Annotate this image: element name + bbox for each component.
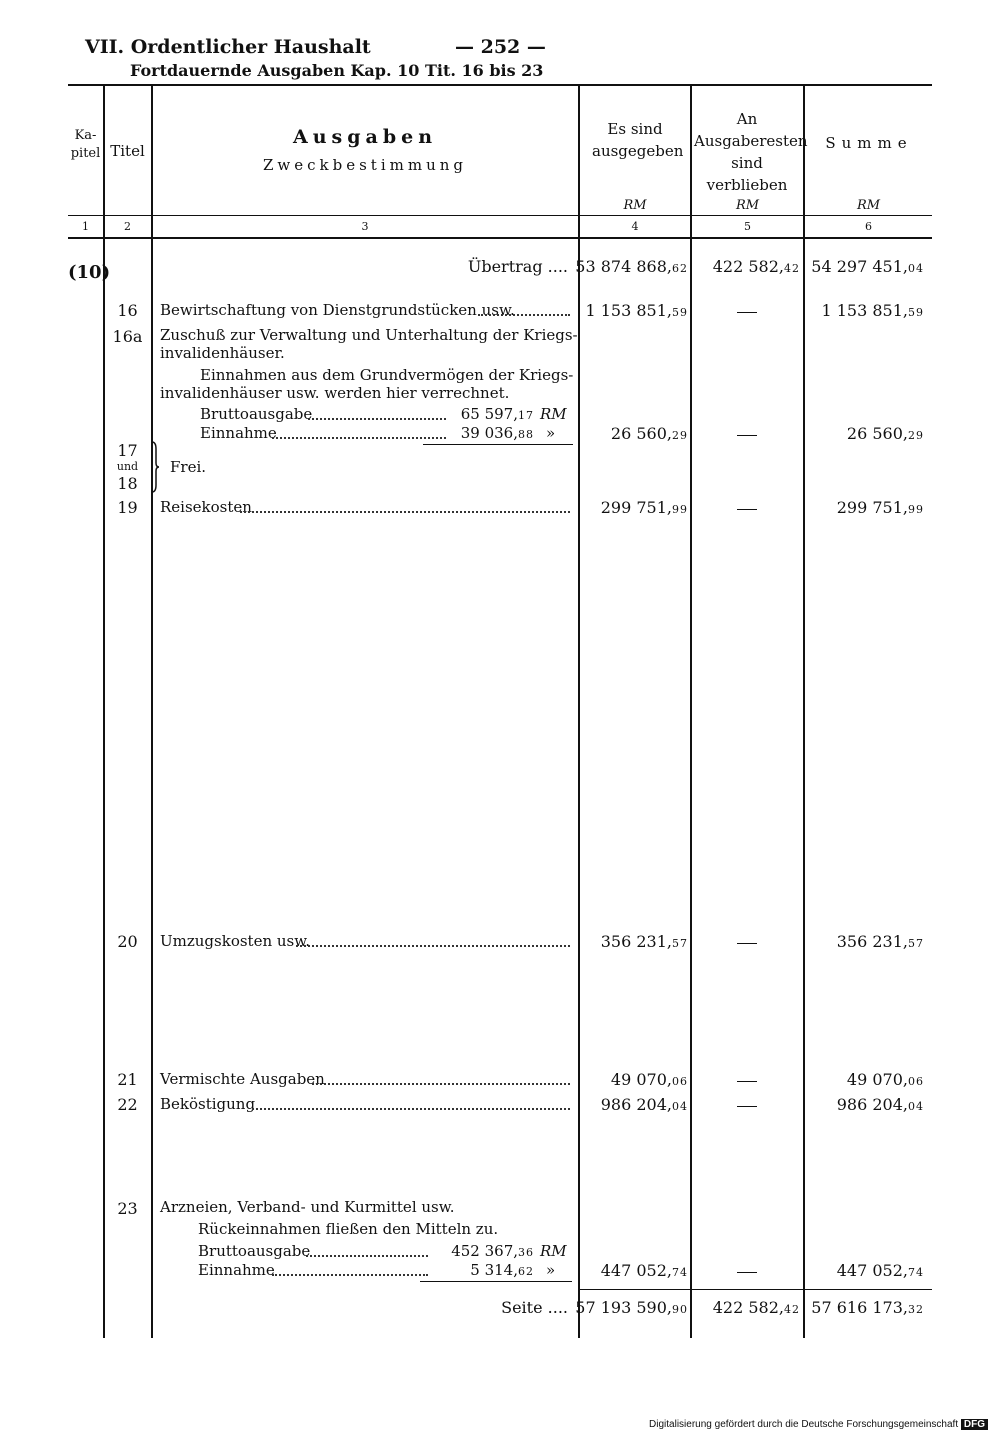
einnahme-value: 5 314,62 <box>470 1261 534 1279</box>
col-divider-5 <box>803 84 805 1338</box>
titel-number: 17 <box>117 441 138 460</box>
row-text: Reisekosten <box>160 498 252 516</box>
col-divider-2 <box>151 84 153 1338</box>
uebertrag-reste: 422 582,42 <box>712 257 800 276</box>
row-text: Arzneien, Verband- und Kurmittel usw. <box>160 1198 455 1216</box>
col-number: 2 <box>124 220 131 233</box>
leader-dots <box>478 314 570 316</box>
titel-number: 23 <box>117 1199 138 1218</box>
row-ausgegeben: 447 052,74 <box>600 1261 688 1280</box>
row-text: Rückeinnahmen fließen den Mitteln zu. <box>198 1220 499 1238</box>
subtotal-rule <box>423 444 573 445</box>
leader-dots <box>296 945 570 947</box>
row-reste-dash <box>737 435 757 436</box>
einnahme-unit: » <box>546 1261 556 1279</box>
col-number: 1 <box>82 220 89 233</box>
row-summe: 49 070,06 <box>846 1070 924 1089</box>
col-number: 5 <box>744 220 751 233</box>
col-number: 4 <box>631 220 639 233</box>
col-head-zweck: Zweckbestimmung <box>262 156 467 174</box>
unit-label: RM <box>856 198 881 213</box>
section-title: VII. Ordentlicher Haushalt <box>85 36 371 58</box>
brutto-unit: RM <box>540 1242 567 1260</box>
titel-number: 20 <box>117 932 138 951</box>
titel-number: 18 <box>117 474 138 493</box>
brutto-value: 65 597,17 <box>460 405 534 423</box>
col-head-ausgaben: Ausgaben <box>292 126 438 148</box>
einnahme-unit: » <box>546 424 556 442</box>
row-reste-dash <box>737 312 757 313</box>
leader-dots <box>306 1255 428 1257</box>
col-divider-4 <box>690 84 692 1338</box>
col-head-titel: Titel <box>110 142 145 160</box>
row-ausgegeben: 356 231,57 <box>600 932 688 951</box>
row-ausgegeben: 299 751,99 <box>600 498 688 517</box>
leader-dots <box>272 1274 428 1276</box>
einnahme-value: 39 036,88 <box>460 424 534 442</box>
titel-number: 21 <box>117 1070 138 1089</box>
row-reste-dash <box>737 1081 757 1082</box>
seite-summe: 57 616 173,32 <box>811 1298 924 1317</box>
row-text: Frei. <box>170 458 207 476</box>
row-summe: 356 231,57 <box>836 932 924 951</box>
col-head-reste: An Ausgaberesten sind verblieben <box>694 110 808 194</box>
brutto-unit: RM <box>540 405 567 423</box>
dfg-logo: DFG <box>961 1419 988 1430</box>
brace-icon <box>151 441 159 493</box>
row-ausgegeben: 986 204,04 <box>600 1095 688 1114</box>
page-number: — 252 — <box>455 36 546 58</box>
row-summe: 26 560,29 <box>846 424 924 443</box>
titel-number: 19 <box>117 498 138 517</box>
kapitel-label: (10) <box>68 262 111 283</box>
row-text: Bewirtschaftung von Dienstgrundstücken usw. <box>160 301 515 319</box>
titel-number: 16a <box>112 327 143 346</box>
uebertrag-label: Übertrag .... <box>467 257 568 276</box>
col-number: 6 <box>865 220 872 233</box>
leader-dots <box>272 437 446 439</box>
row-text: Beköstigung <box>160 1095 256 1113</box>
seite-ausgegeben: 57 193 590,90 <box>575 1298 688 1317</box>
titel-number: 16 <box>117 301 138 320</box>
row-text: invalidenhäuser. <box>160 344 285 362</box>
row-reste-dash <box>737 1106 757 1107</box>
unit-label: RM <box>735 198 760 213</box>
leader-dots <box>252 1108 570 1110</box>
row-text: Einnahmen aus dem Grundvermögen der Kriegs- <box>200 366 574 384</box>
row-reste-dash <box>737 943 757 944</box>
row-text: Umzugskosten usw. <box>160 932 311 950</box>
row-ausgegeben: 49 070,06 <box>610 1070 688 1089</box>
row-summe: 299 751,99 <box>836 498 924 517</box>
titel-number: 22 <box>117 1095 138 1114</box>
total-rule <box>578 1289 932 1290</box>
brutto-label: Bruttoausgabe <box>198 1242 311 1260</box>
subtotal-rule <box>420 1281 572 1282</box>
row-reste-dash <box>737 509 757 510</box>
uebertrag-ausgegeben: 53 874 868,62 <box>575 257 688 276</box>
row-summe: 986 204,04 <box>836 1095 924 1114</box>
einnahme-label: Einnahme <box>198 1261 275 1279</box>
row-ausgegeben: 26 560,29 <box>610 424 688 443</box>
titel-und: und <box>116 460 139 473</box>
row-text: invalidenhäuser usw. werden hier verrechnet. <box>160 384 510 402</box>
leader-dots <box>240 511 570 513</box>
row-ausgegeben: 1 153 851,59 <box>585 301 688 320</box>
brutto-value: 452 367,36 <box>451 1242 534 1260</box>
page-subtitle: Fortdauernde Ausgaben Kap. 10 Tit. 16 bis 23 <box>130 61 544 80</box>
unit-label: RM <box>623 198 647 213</box>
seite-reste: 422 582,42 <box>712 1298 800 1317</box>
col-head-ausgegeben: Es sind ausgegeben <box>592 120 684 160</box>
brutto-label: Bruttoausgabe <box>200 405 313 423</box>
einnahme-label: Einnahme <box>200 424 277 442</box>
row-reste-dash <box>737 1272 757 1273</box>
row-text: Vermischte Ausgaben <box>160 1070 325 1088</box>
uebertrag-summe: 54 297 451,04 <box>811 257 924 276</box>
leader-dots <box>312 1083 570 1085</box>
row-summe: 447 052,74 <box>836 1261 924 1280</box>
leader-dots <box>308 418 446 420</box>
row-summe: 1 153 851,59 <box>821 301 924 320</box>
col-head-kapitel: Ka- pitel <box>70 128 101 161</box>
col-number: 3 <box>361 220 369 233</box>
col-head-summe: Summe <box>825 134 913 152</box>
row-text: Zuschuß zur Verwaltung und Unterhaltung der Kriegs- <box>160 326 578 344</box>
credit-text: Digitalisierung gefördert durch die Deutsche Forschungsgemeinschaft <box>649 1419 959 1430</box>
digitization-credit <box>649 1419 988 1430</box>
seite-label: Seite .... <box>501 1298 568 1317</box>
